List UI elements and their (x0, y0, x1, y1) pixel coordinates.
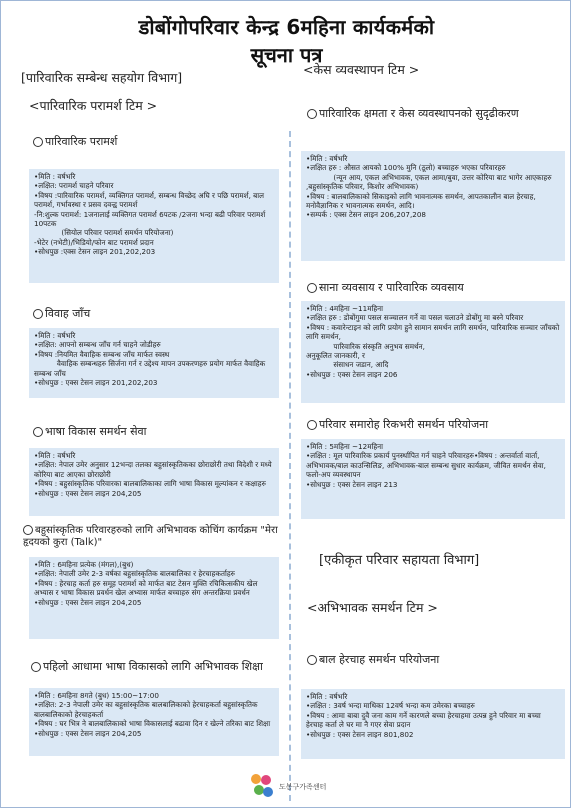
page-title-line-2: सूचना पत्र (250, 43, 323, 67)
circle-bullet-icon (307, 420, 317, 430)
section-title-family-recovery: परिवार समारोह रिकभरी समर्थन परियोजना (307, 418, 557, 432)
right-team-heading-parent: <अभिभावक समर्थन टिम > (307, 600, 438, 615)
section-title-language-support: भाषा विकास समर्थन सेवा (33, 425, 283, 439)
section-title-small-business: साना व्यवसाय र पारिवारिक व्यवसाय (307, 281, 557, 295)
circle-bullet-icon (33, 427, 43, 437)
circle-bullet-icon (33, 137, 43, 147)
info-box-marriage-check: •मिति : वर्षभरि •लक्षित: आफ्नो सम्बन्ध जाँच गर्न चाहने जोडीहरु •विषय :नियमित वैवाहिक सम्बन्ध जाँच मार्फत स्वस्थ वैवाहिक सम्बन्धहरु सिर्जना गर्न र उद्देश्य मापन उपकरणहरु प्रयोग मार्फत वैवाहिक सम्बन्ध जाँच •सोधपुछ : एक्स टेसन लाइन 201,202,203 (29, 328, 279, 398)
section-title-family-counseling: पारिवारिक परामर्श (33, 135, 283, 149)
circle-bullet-icon (307, 109, 317, 119)
info-box-parent-education: •मिति : 6महिना 8गते (बुध) 15:00~17:00 •लक्षित: 2-3 नेपाली उमेर का बहुसांस्कृतिक बालबालिकाको हेरचाहकर्ता बहुसांस्कृतिक बालबालिकाको हेरचाहकर्ता •विषय : घर भित्र ने बालबालिकाको भाषा विकासलाई बढावा दिन र खेल्ने तरिका बाट शिक्षा •सोधपुछ : एक्स टेसन लाइन 204,205 (29, 688, 279, 756)
right-team-heading-case: <केस व्यवस्थापन टिम > (303, 62, 420, 77)
info-box-family-recovery: •मिति : 5महिना ~12महिना •लक्षित : मूल पारिवारिक प्रकार्य पुनर्स्थापित गर्न चाहने परिवारहरु•विषय : अन्तर्वार्ता वार्ता, अभिभावक/बाल काउन्सिलिङ, अभिभावक-बाल सम्बन्ध सुधार कार्यक्रम, जीवित समर्थन सेवा, फलो-अप व्यवस्थापन •सोधपुछ : एक्स टेसन लाइन 213 (301, 439, 565, 519)
section-title-parent-coaching: बहुसांस्कृतिक परिवारहरुको लागि अभिभावक कोचिंग कार्यक्रम "मेरा हृदयको कुरा (Talk)" (23, 525, 278, 548)
info-box-parent-coaching: •मिति : 6महिना प्रत्येक (मंगल),(बुध) •लक्षित: नेपाली उमेर 2-3 वर्षका बहुसांस्कृतिक बालबालिका र हेरचाहकर्ताहरु •विषय : हेरचाह कर्ता हरु समूह परामर्श को मार्फत बाट टेसन मुक्ति रचिकित्सकीय खेल अभ्यास र भाषा विकास प्रवर्धन खेल अभ्यास मार्फत बच्चाहरु संग अन्तरक्रिया प्रवर्धन •सोधपुछ : एक्स टेसन लाइन 204,205 (29, 557, 279, 639)
section-title-childcare: बाल हेरचाह समर्थन परियोजना (307, 653, 557, 667)
info-box-family-capacity: •मिति : वर्षभरि •लक्षित हरु : औसत आयको 100% मुनि (ठूलो) बच्चाहरु भएका परिवारहरु (न्यून आय, एकल अभिभावक, एकल आमा/बुवा, उत्तर कोरिया बाट भागेर आएकाहरु ,बहुसांस्कृतिक परिवार, किशोर अभिभावक) •विषय : बालबालिकाको सिकाइको लागि भावनात्मक समर्थन, आपतकालीन बाल हेरचाह, मनोवैज्ञानिक र भावनात्मक समर्थन, आदि। •सम्पर्क : एक्स टेसन लाइन 206,207,208 (301, 151, 565, 261)
left-department-heading: [पारिवारिक सम्बेन्ध सहयोग विभाग] (21, 70, 183, 85)
right-department-heading: [एकीकृत परिवार सहायता विभाग] (319, 553, 480, 568)
column-divider (289, 131, 291, 801)
info-box-small-business: •मिति : 4महिना ~11महिना •लक्षित हरु : डोबोंगुमा पसल सञ्चालन गर्ने वा पसल चलाउने डोबोंगु मा बस्ने परिवार •विषय : कवारेन्टाइन को लागि प्रयोग हुने सामान समर्थन लागि समर्थन, पारिवारिक सञ्चार जाँचको लागि समर्थन, पारिवारिक संस्कृति अनुभव समर्थन, अनुकूलित जानकारी, र संसाधन जडान, आदि •सोधपुछ : एक्स टेसन लाइन 206 (301, 301, 565, 403)
info-box-family-counseling: •मिति : वर्षभरि •लक्षित: परामर्श चाहने परिवार •विषय :पारिवारिक परामर्श, व्यक्तिगत परामर्श, सम्बन्ध विच्छेद अघि र पछि परामर्श, बाल परामर्श, गर्भावस्था र प्रसव दवन्द्व परामर्श -नि:शुल्क परामर्श: 1जनालाई व्यक्तिगत परामर्श 6पटक /2जना भन्दा बढी परिवार परामर्श 10पटक (सियोल परिवार परामर्श समर्थन परियोजना) -भेटेर (नभेटी)/भिडियो/फोन बाट परामर्श प्रदान •सोधपुछ :एक्स टेसन लाइन 201,202,203 (29, 169, 279, 283)
section-title-marriage-check: विवाह जाँच (33, 307, 283, 321)
circle-bullet-icon (33, 309, 43, 319)
section-title-parent-education: पहिलो आधामा भाषा विकासको लागि अभिभावक शिक्षा (31, 660, 285, 674)
circle-bullet-icon (31, 662, 41, 672)
circle-bullet-icon (23, 525, 33, 535)
info-box-childcare: •मिति : वर्षभरि •लक्षित : 3वर्ष भन्दा माथिका 12वर्ष भन्दा कम उमेरका बच्चाहरु •विषय : आमा बाबा दुवै जना काम गर्ने कारणले बच्चा हेरचाहमा उत्पन्न हुने परिवार मा बच्चा हेरचाह कर्ता ले घर मा नै गएर सेवा प्रदान •सोधपुछ : एक्स टेसन लाइन 801,802 (301, 689, 565, 759)
section-title-family-capacity: पारिवारिक क्षमता र केस व्यवस्थापनको सुदृढीकरण (307, 107, 557, 121)
family-center-logo (249, 771, 339, 803)
logo-text: 도봉구가족센터 (279, 783, 327, 791)
circle-bullet-icon (307, 655, 317, 665)
page-title-line-1: डोबोंगोपरिवार केन्द्र 6महिना कार्यकर्मको (138, 15, 435, 39)
left-team-heading: <पारिवारिक परामर्श टिम > (29, 98, 158, 113)
circle-bullet-icon (307, 283, 317, 293)
info-box-language-support: •मिति : वर्षभरि •लक्षित: नेपाल उमेर अनुसार 12भन्दा तलका बहुसांस्कृतिकका छोराछोरी तथा विदेशी र मध्ये कोरिया बाट आएका छोराछोरी •विषय : बहुसांस्कृतिक परिवारका बालबालिकाका लागि भाषा विकास मूल्यांकन र कक्षाहरु •सोधपुछ : एक्स टेसन लाइन 204,205 (29, 448, 279, 516)
family-center-logo-icon (249, 771, 275, 801)
